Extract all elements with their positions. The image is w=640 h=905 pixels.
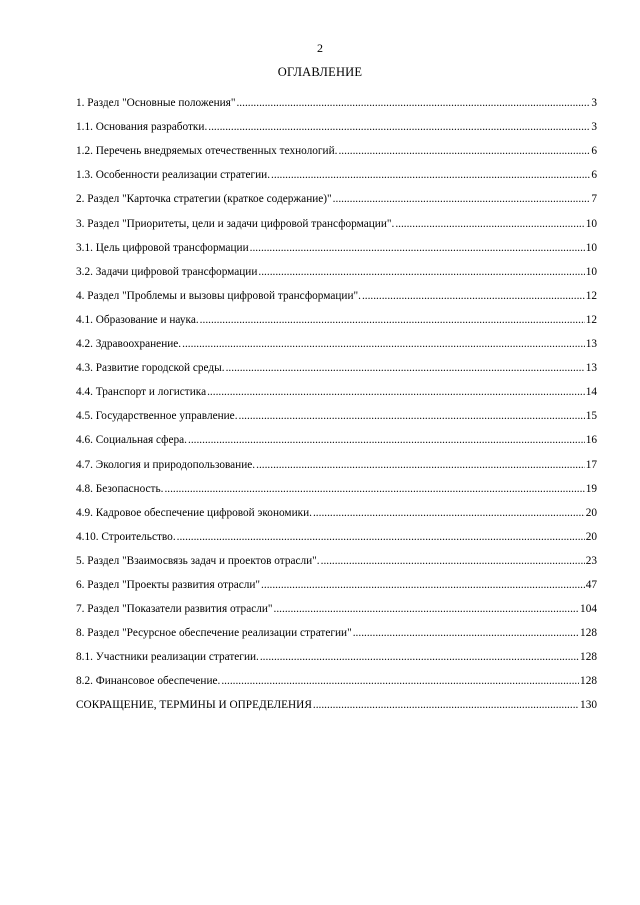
toc-entry-page: 10 [585, 265, 597, 278]
toc-leader-dots [188, 433, 585, 447]
toc-entry[interactable] [76, 375, 597, 399]
toc-leader-dots [258, 265, 584, 279]
toc-entry-label: 4.6. Социальная сфера. [76, 434, 187, 447]
toc-entry[interactable] [76, 592, 597, 616]
toc-leader-dots [207, 385, 585, 399]
toc-entry-label: 5. Раздел "Взаимосвязь задач и проектов отрасли". [76, 554, 320, 567]
toc-entry[interactable] [76, 544, 597, 568]
toc-entry-label: 4.1. Образование и наука. [76, 313, 199, 326]
toc-entry-label: 3.2. Задачи цифровой трансформации [76, 265, 258, 278]
toc-entry[interactable] [76, 158, 597, 182]
toc-entry[interactable] [76, 664, 597, 688]
toc-leader-dots [333, 192, 591, 206]
toc-entry[interactable] [76, 496, 597, 520]
toc-leader-dots [321, 554, 585, 568]
toc-entry-page: 13 [585, 338, 597, 351]
table-of-contents [76, 86, 597, 712]
toc-leader-dots [395, 217, 584, 231]
toc-entry-label: 4. Раздел "Проблемы и вызовы цифровой трансформации". [76, 289, 361, 302]
toc-entry-page: 10 [585, 241, 597, 254]
toc-entry[interactable] [76, 327, 597, 351]
toc-leader-dots [256, 458, 585, 472]
toc-entry-label: 4.10. Строительство. [76, 530, 176, 543]
toc-entry[interactable] [76, 255, 597, 279]
toc-entry[interactable] [76, 447, 597, 471]
toc-entry-label: 4.4. Транспорт и логистика [76, 386, 207, 399]
toc-entry-label: 8. Раздел "Ресурсное обеспечение реализации стратегии" [76, 627, 352, 640]
toc-entry-label: 4.2. Здравоохранение. [76, 338, 182, 351]
toc-leader-dots [226, 361, 585, 375]
toc-entry-page: 17 [585, 458, 597, 471]
toc-entry-page: 20 [585, 506, 597, 519]
page-number: 2 [317, 41, 323, 55]
toc-entry-label: 3.1. Цель цифровой трансформации [76, 241, 249, 254]
toc-leader-dots [177, 530, 585, 544]
toc-entry-label: 2. Раздел "Карточка стратегии (краткое содержание)" [76, 193, 332, 206]
toc-entry[interactable] [76, 182, 597, 206]
toc-entry[interactable] [76, 110, 597, 134]
toc-leader-dots [164, 482, 584, 496]
toc-leader-dots [313, 698, 579, 712]
toc-title: ОГЛАВЛЕНИЕ [277, 65, 363, 79]
toc-entry-page: 14 [585, 386, 597, 399]
toc-entry-page: 3 [591, 121, 597, 134]
toc-entry-label: 4.3. Развитие городской среды. [76, 362, 225, 375]
toc-entry[interactable] [76, 520, 597, 544]
toc-entry-label: 7. Раздел "Показатели развития отрасли" [76, 603, 273, 616]
toc-leader-dots [271, 168, 590, 182]
toc-entry-page: 128 [580, 675, 597, 688]
toc-entry-page: 19 [585, 482, 597, 495]
toc-leader-dots [200, 313, 585, 327]
toc-leader-dots [274, 602, 580, 616]
toc-entry-label: 8.2. Финансовое обеспечение. [76, 675, 221, 688]
toc-entry-page: 7 [591, 193, 597, 206]
toc-entry-page: 128 [580, 627, 597, 640]
toc-entry[interactable] [76, 134, 597, 158]
toc-entry-page: 10 [585, 217, 597, 230]
toc-leader-dots [353, 626, 579, 640]
toc-entry-page: 3 [591, 97, 597, 110]
toc-entry-page: 104 [580, 603, 597, 616]
toc-entry-page: 128 [580, 651, 597, 664]
toc-entry[interactable] [76, 351, 597, 375]
toc-entry-page: 6 [591, 145, 597, 158]
toc-entry-page: 12 [585, 289, 597, 302]
toc-entry[interactable] [76, 423, 597, 447]
toc-entry[interactable] [76, 206, 597, 230]
toc-entry-label: 1.1. Основания разработки. [76, 121, 208, 134]
toc-entry-label: 8.1. Участники реализации стратегии. [76, 651, 259, 664]
toc-entry-label: 4.9. Кадровое обеспечение цифровой экономики. [76, 506, 312, 519]
toc-entry[interactable] [76, 279, 597, 303]
toc-entry-label: 3. Раздел "Приоритеты, цели и задачи цифровой трансформации". [76, 217, 395, 230]
toc-leader-dots [208, 120, 590, 134]
toc-entry-label: 4.5. Государственное управление. [76, 410, 238, 423]
toc-entry[interactable] [76, 399, 597, 423]
toc-entry-page: 47 [585, 578, 597, 591]
toc-leader-dots [221, 674, 579, 688]
toc-entry-label: 4.8. Безопасность. [76, 482, 164, 495]
toc-entry[interactable] [76, 640, 597, 664]
toc-leader-dots [239, 409, 585, 423]
toc-leader-dots [182, 337, 585, 351]
toc-entry[interactable] [76, 303, 597, 327]
toc-leader-dots [362, 289, 585, 303]
toc-entry-label: 1. Раздел "Основные положения" [76, 97, 236, 110]
toc-leader-dots [260, 650, 579, 664]
toc-leader-dots [250, 241, 585, 255]
toc-leader-dots [313, 506, 585, 520]
toc-entry-page: 16 [585, 434, 597, 447]
toc-entry-label: 6. Раздел "Проекты развития отрасли" [76, 578, 261, 591]
toc-entry-page: 13 [585, 362, 597, 375]
toc-entry-page: 20 [585, 530, 597, 543]
toc-entry-page: 6 [591, 169, 597, 182]
toc-entry-label: 1.3. Особенности реализации стратегии. [76, 169, 271, 182]
toc-entry[interactable] [76, 568, 597, 592]
toc-entry-page: 15 [585, 410, 597, 423]
toc-entry-label: 1.2. Перечень внедряемых отечественных технологий. [76, 145, 338, 158]
toc-entry-page: 23 [585, 554, 597, 567]
toc-leader-dots [236, 96, 590, 110]
toc-entry[interactable] [76, 86, 597, 110]
toc-entry[interactable] [76, 688, 597, 712]
toc-entry-label: СОКРАЩЕНИЕ, ТЕРМИНЫ И ОПРЕДЕЛЕНИЯ [76, 699, 312, 712]
toc-leader-dots [338, 144, 590, 158]
toc-entry[interactable] [76, 472, 597, 496]
toc-entry-page: 130 [580, 699, 597, 712]
toc-leader-dots [261, 578, 585, 592]
toc-entry[interactable] [76, 616, 597, 640]
toc-entry[interactable] [76, 231, 597, 255]
toc-entry-page: 12 [585, 313, 597, 326]
toc-entry-label: 4.7. Экология и природопользование. [76, 458, 256, 471]
